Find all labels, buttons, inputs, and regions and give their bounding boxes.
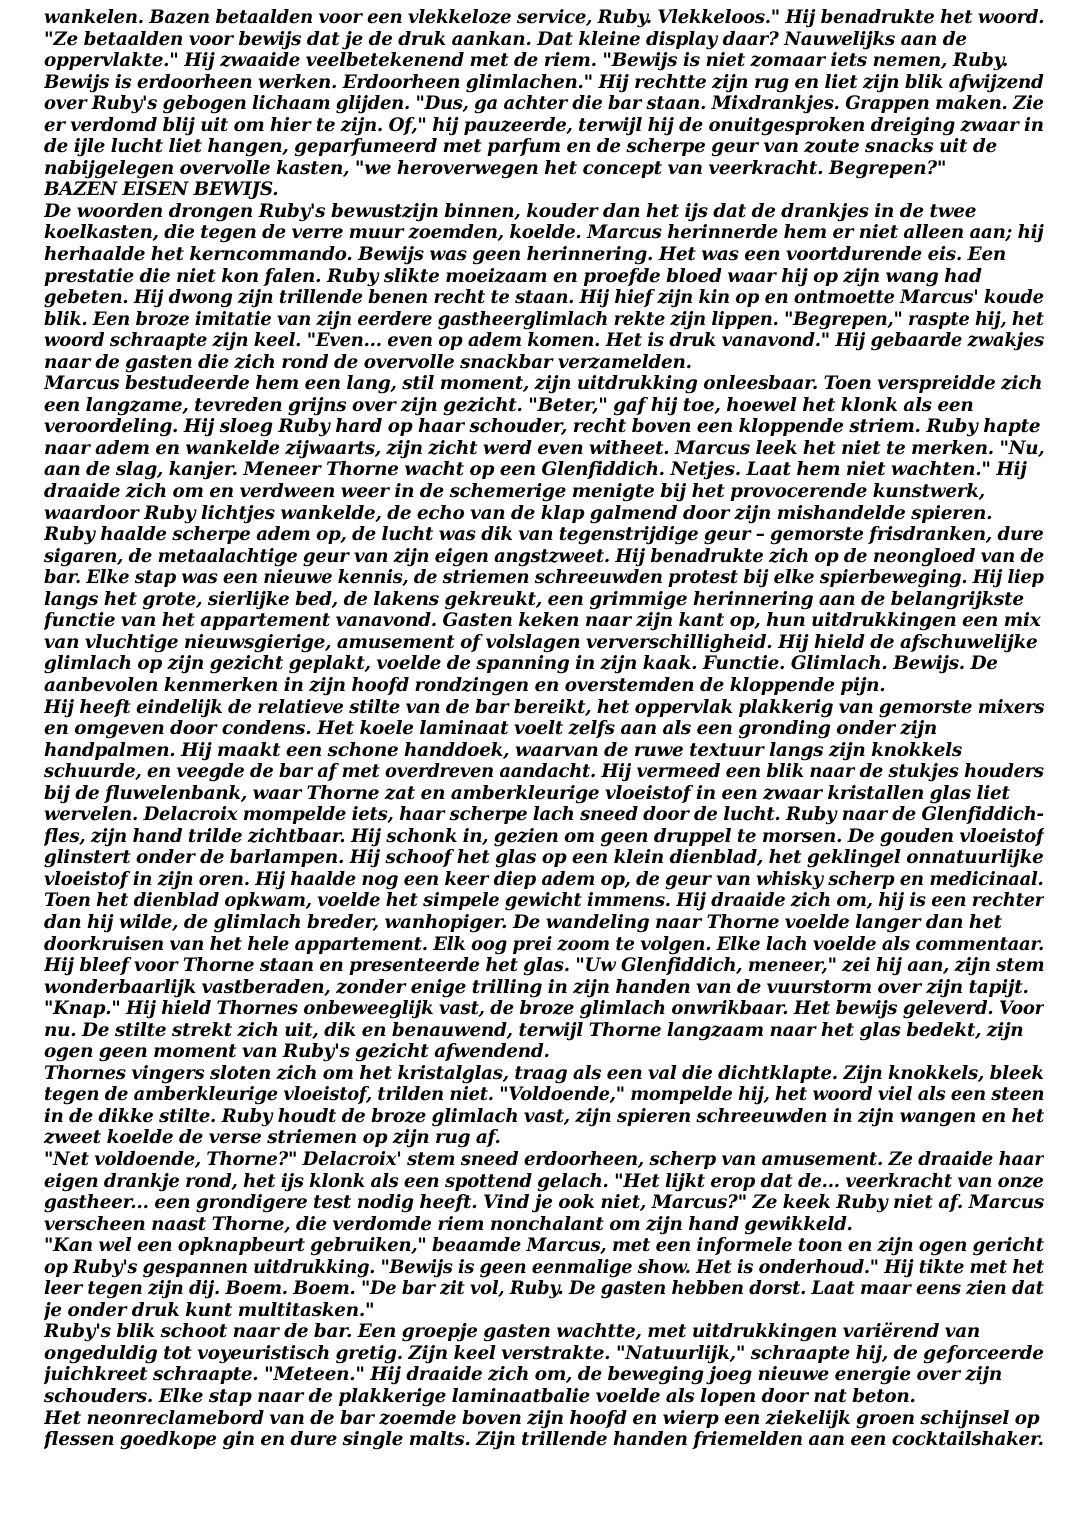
text-line: eigen drankje rond, het ijs klonk als een spottend gelach. "Het lijkt erop dat de... veerkracht van onze [44, 1170, 1044, 1192]
text-line: wonderbaarlijk vastberaden, zonder enige trilling in zijn handen van de vuurstorm over zijn tapijt. [44, 976, 1029, 998]
text-line: Hij bleef voor Thorne staan en presenteerde het glas. "Uw Glenfiddich, meneer," zei hij aan, zijn stem [44, 955, 1045, 977]
text-line: Marcus bestudeerde hem een lang, stil moment, zijn uitdrukking onleesbaar. Toen verspreidde zich [44, 373, 1043, 395]
text-line: over Ruby's gebogen lichaam glijden. "Dus, ga achter die bar staan. Mixdrankjes. Grappen maken. Zie [44, 93, 1044, 115]
text-line: er verdomd blij uit om hier te zijn. Of," hij pauzeerde, terwijl hij de onuitgesproken dreiging zwaar in [44, 114, 1044, 136]
text-line: schuurde, en veegde de bar af met overdreven aandacht. Hij vermeed een blik naar de stukjes houders [44, 761, 1044, 783]
text-line: vloeistof in zijn oren. Hij haalde nog een keer diep adem op, de geur van whisky scherp en medicinaal. [44, 868, 1044, 890]
text-line: langs het grote, sierlijke bed, de lakens gekreukt, een grimmige herinnering aan de belangrijkste [44, 588, 1024, 610]
text-line: waardoor Ruby lichtjes wankelde, de echo van de klap galmend door zijn mishandelde spieren. [44, 502, 993, 524]
text-line: nabijgelegen overvolle kasten, "we heroverwegen het concept van veerkracht. Begrepen?" [44, 157, 947, 179]
text-line: herhaalde het kerncommando. Bewijs was geen herinnering. Het was een voortdurende eis. Een [44, 244, 1007, 266]
text-line: schouders. Elke stap naar de plakkerige laminaatbalie voelde als lopen door nat beton. [44, 1386, 916, 1407]
text-line: "Knap." Hij hield Thornes onbeweeglijk vast, de broze glimlach onwrikbaar. Het bewijs geleverd. Voor [44, 998, 1044, 1020]
text-line: bij de fluwelenbank, waar Thorne zat en amberkleurige vloeistof in een zwaar kristallen glas liet [44, 782, 1010, 804]
text-line: BAZEN EISEN BEWIJS. [44, 179, 279, 201]
text-line: sigaren, de metaalachtige geur van zijn eigen angstzweet. Hij benadrukte zich op de neongloed van de [44, 545, 1044, 567]
text-line: tegen de amberkleurige vloeistof, trilden niet. "Voldoende," mompelde hij, het woord viel als een steen [44, 1084, 1044, 1106]
text-line: leer tegen zijn dij. Boem. Boem. "De bar zit vol, Ruby. De gasten hebben dorst. Laat maar eens zien dat [44, 1278, 1044, 1300]
text-line: Het neonreclamebord van de bar zoemde boven zijn hoofd en wierp een ziekelijk groen schijnsel op [44, 1407, 1040, 1429]
text-line: "Ze betaalden voor bewijs dat je de druk aankan. Dat kleine display daar? Nauwelijks aan de [44, 28, 967, 50]
text-line: Ruby haalde scherpe adem op, de lucht was dik van tegenstrijdige geur – gemorste frisdranken, dure [44, 524, 1044, 546]
document-page [44, 7, 1044, 1451]
text-line: oppervlakte." Hij zwaaide veelbetekenend met de riem. "Bewijs is niet zomaar iets nemen, Ruby. [44, 50, 1009, 72]
text-line: blik. Een broze imitatie van zijn eerdere gastheerglimlach rekte zijn lippen. "Begrepen," raspte hij, het [44, 308, 1044, 330]
text-line: glimlach op zijn gezicht geplakt, voelde de spanning in zijn kaak. Functie. Glimlach. Bewijs. De [44, 653, 998, 675]
text-line: Hij heeft eindelijk de relatieve stilte van de bar bereikt, het oppervlak plakkerig van gemorste mixers [44, 696, 1044, 718]
text-line: naar de gasten die zich rond de overvolle snackbar verzamelden. [44, 351, 692, 373]
text-line: de ijle lucht liet hangen, geparfumeerd met parfum en de scherpe geur van zoute snacks uit de [44, 136, 997, 158]
text-line: draaide zich om en verdween weer in de schemerige menigte bij het provocerende kunstwerk, [44, 481, 985, 503]
text-line: en omgeven door condens. Het koele laminaat voelt zelfs aan als een gronding onder zijn [44, 718, 937, 740]
text-line: glinstert onder de barlampen. Hij schoof het glas op een klein dienblad, het geklingel onnatuurlijke [44, 847, 1044, 869]
text-line: "Kan wel een opknapbeurt gebruiken," beaamde Marcus, met een informele toon en zijn ogen gericht [44, 1235, 1044, 1257]
text-line: De woorden drongen Ruby's bewustzijn binnen, kouder dan het ijs dat de drankjes in de twee [44, 200, 977, 222]
text-line: verscheen naast Thorne, die verdomde riem nonchalant om zijn hand gewikkeld. [44, 1213, 853, 1235]
text-line: een langzame, tevreden grijns over zijn gezicht. "Beter," gaf hij toe, hoewel het klonk als een [44, 394, 974, 416]
text-line: zweet koelde de verse striemen op zijn rug af. [44, 1127, 501, 1149]
text-line: flessen goedkope gin en dure single malts. Zijn trillende handen friemelden aan een cocktailshaker. [44, 1429, 1044, 1451]
text-line: van vluchtige nieuwsgierige, amusement of volslagen ververschilligheid. Hij hield de afschuwelijke [44, 631, 1038, 653]
text-line: prestatie die niet kon falen. Ruby slikte moeizaam en proefde bloed waar hij op zijn wang had [44, 265, 982, 287]
text-line: "Net voldoende, Thorne?" Delacroix' stem sneed erdoorheen, scherp van amusement. Ze draaide haar [44, 1148, 1044, 1170]
text-line: fles, zijn hand trilde zichtbaar. Hij schonk in, gezien om geen druppel te morsen. De gouden vloeistof [44, 825, 1044, 847]
text-line: wervelen. Delacroix mompelde iets, haar scherpe lach sneed door de lucht. Ruby naar de Glenfiddich- [44, 804, 1044, 826]
text-line: ogen geen moment van Ruby's gezicht afwendend. [44, 1041, 550, 1063]
text-line: gebeten. Hij dwong zijn trillende benen recht te staan. Hij hief zijn kin op en ontmoette Marcus' koude [44, 287, 1044, 309]
text-line: op Ruby's gespannen uitdrukking. "Bewijs is geen eenmalige show. Het is onderhoud." Hij tikte met het [44, 1256, 1044, 1278]
text-line: doorkruisen van het hele appartement. Elk oog prei zoom te volgen. Elke lach voelde als commentaar. [44, 933, 1044, 955]
text-line: nu. De stilte strekt zich uit, dik en benauwend, terwijl Thorne langzaam naar het glas bedekt, zijn [44, 1019, 1024, 1041]
text-line: koelkasten, die tegen de verre muur zoemden, koelde. Marcus herinnerde hem er niet alleen aan; hij [44, 222, 1044, 244]
text-line: functie van het appartement vanavond. Gasten keken naar zijn kant op, hun uitdrukkingen een mix [44, 610, 1041, 632]
text-line: wankelen. Bazen betaalden voor een vlekkeloze service, Ruby. Vlekkeloos." Hij benadrukte het woord. [44, 7, 1045, 28]
text-line: veroordeling. Hij sloeg Ruby hard op haar schouder, recht boven een kloppende striem. Ruby hapte [44, 416, 1041, 438]
text-line: Thornes vingers sloten zich om het kristalglas, traag als een val die dichtklapte. Zijn knokkels, bleek [44, 1062, 1044, 1084]
text-line: handpalmen. Hij maakt een schone handdoek, waarvan de ruwe textuur langs zijn knokkels [44, 739, 963, 761]
text-line: in de dikke stilte. Ruby houdt de broze glimlach vast, zijn spieren schreeuwden in zijn wangen en het [44, 1105, 1044, 1127]
text-line: aanbevolen kenmerken in zijn hoofd rondzingen en overstemden de kloppende pijn. [44, 674, 886, 696]
text-line: naar adem en wankelde zijwaarts, zijn zicht werd even witheet. Marcus leek het niet te merken. "Nu, [44, 437, 1044, 459]
text-line: je onder druk kunt multitasken." [44, 1299, 375, 1321]
text-line: ongeduldig tot voyeuristisch gretig. Zijn keel verstrakte. "Natuurlijk," schraapte hij, de geforceerde [44, 1342, 1044, 1364]
text-line: Bewijs is erdoorheen werken. Erdoorheen glimlachen." Hij rechtte zijn rug en liet zijn blik afwijzend [44, 71, 1044, 93]
text-line: Toen het dienblad opkwam, voelde het simpele gewicht immens. Hij draaide zich om, hij is een rechter [44, 890, 1044, 912]
text-line: dan hij wilde, de glimlach breder, wanhopiger. De wandeling naar Thorne voelde langer dan het [44, 911, 1002, 933]
text-line: Ruby's blik schoot naar de bar. Een groepje gasten wachtte, met uitdrukkingen variërend van [44, 1321, 981, 1343]
text-line: gastheer... een grondigere test nodig heeft. Vind je ook niet, Marcus?" Ze keek Ruby niet af. Marcus [44, 1192, 1044, 1214]
text-line: woord schraapte zijn keel. "Even... even op adem komen. Het is druk vanavond." Hij gebaarde zwakjes [44, 330, 1044, 352]
text-line: aan de slag, kanjer. Meneer Thorne wacht op een Glenfiddich. Netjes. Laat hem niet wachten." Hij [44, 459, 1027, 481]
text-line: juichkreet schraapte. "Meteen." Hij draaide zich om, de beweging joeg nieuwe energie over zijn [44, 1364, 1002, 1386]
text-line: bar. Elke stap was een nieuwe kennis, de striemen schreeuwden protest bij elke spierbeweging. Hij liep [44, 567, 1044, 589]
